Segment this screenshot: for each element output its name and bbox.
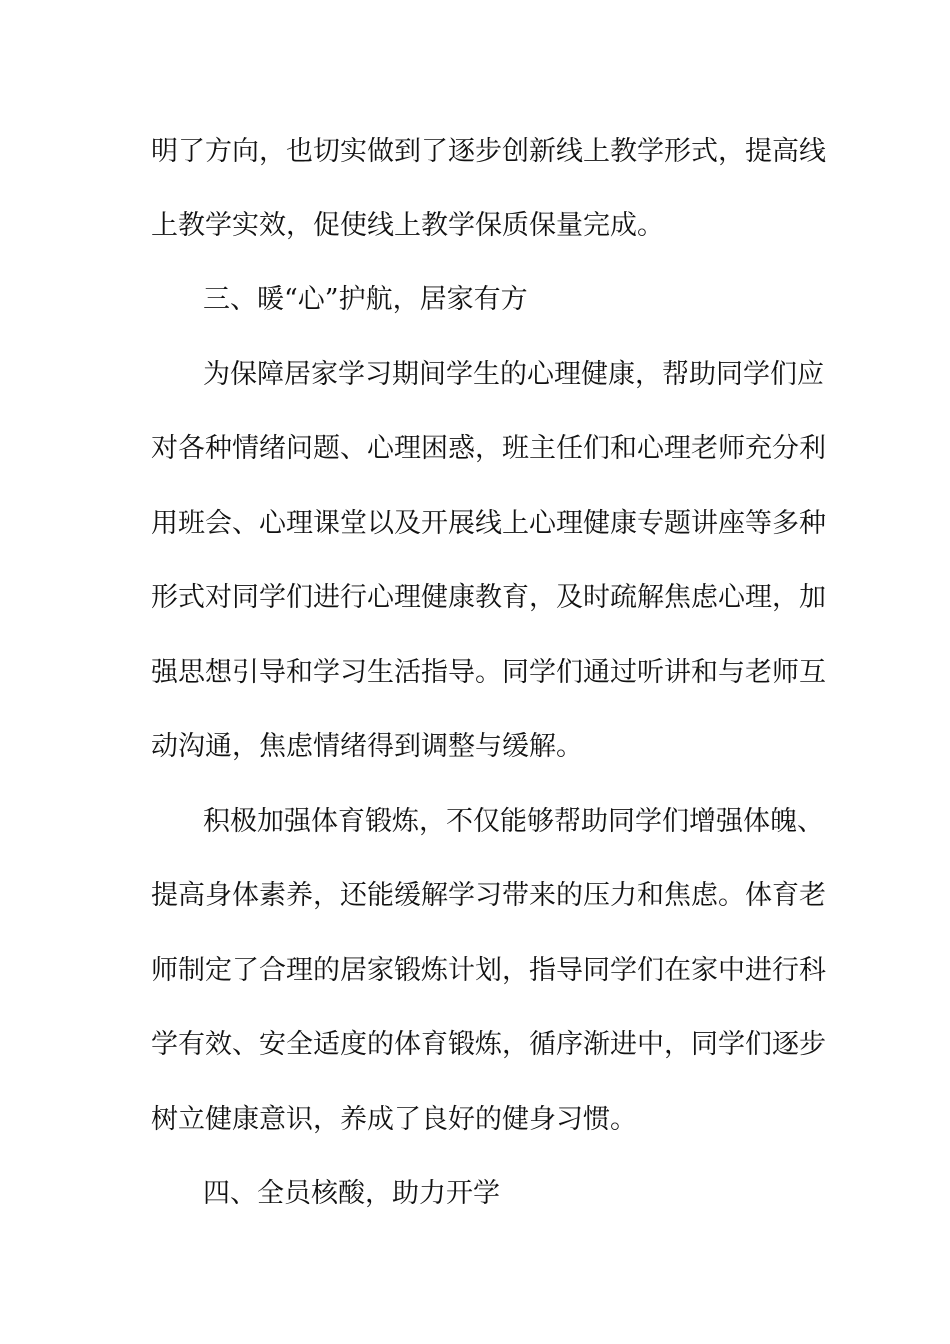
paragraph-line: 为保障居家学习期间学生的心理健康，帮助同学们应 <box>203 359 824 390</box>
paragraph-line: 形式对同学们进行心理健康教育，及时疏解焦虑心理，加 <box>151 582 826 613</box>
paragraph-line: 对各种情绪问题、心理困惑，班主任们和心理老师充分利 <box>151 433 826 464</box>
paragraph-line: 明了方向，也切实做到了逐步创新线上教学形式，提高线 <box>151 136 826 167</box>
section-heading: 四、全员核酸，助力开学 <box>203 1178 500 1209</box>
paragraph-line: 学有效、安全适度的体育锻炼，循序渐进中，同学们逐步 <box>151 1029 826 1060</box>
paragraph-line: 积极加强体育锻炼，不仅能够帮助同学们增强体魄、 <box>203 806 824 837</box>
paragraph-line: 树立健康意识，养成了良好的健身习惯。 <box>151 1104 637 1135</box>
paragraph-line: 上教学实效，促使线上教学保质保量完成。 <box>151 210 664 241</box>
section-heading: 三、暖“心”护航，居家有方 <box>203 284 528 315</box>
paragraph-line: 强思想引导和学习生活指导。同学们通过听讲和与老师互 <box>151 657 826 688</box>
paragraph-line: 提高身体素养，还能缓解学习带来的压力和焦虑。体育老 <box>151 880 826 911</box>
paragraph-line: 用班会、心理课堂以及开展线上心理健康专题讲座等多种 <box>151 508 826 539</box>
paragraph-line: 师制定了合理的居家锻炼计划，指导同学们在家中进行科 <box>151 955 826 986</box>
paragraph-line: 动沟通，焦虑情绪得到调整与缓解。 <box>151 731 583 762</box>
